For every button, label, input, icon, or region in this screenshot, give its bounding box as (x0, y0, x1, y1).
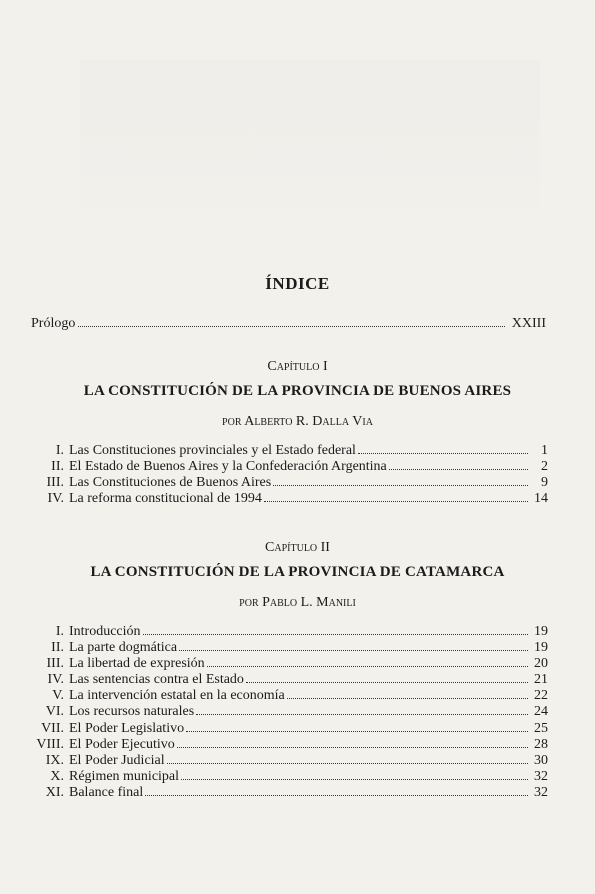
entry-number: II. (51, 459, 64, 475)
chapter-2-label: Capítulo II (265, 540, 330, 555)
prologue-page: XXIII (511, 316, 546, 331)
entry-title: El Poder Ejecutivo (69, 736, 175, 752)
dot-leader (143, 623, 528, 635)
entry-page: 25 (534, 720, 548, 736)
entry-page: 9 (541, 475, 548, 491)
entry-page: 20 (534, 656, 548, 672)
index-title: ÍNDICE (265, 274, 330, 293)
toc-entry[interactable] (28, 639, 548, 655)
entry-page: 1 (541, 443, 548, 458)
entry-number: III. (46, 656, 64, 672)
dot-leader (186, 720, 528, 732)
toc-entry[interactable] (28, 671, 548, 687)
entry-number: V. (52, 688, 64, 704)
toc-entry[interactable] (28, 768, 548, 784)
entry-page: 19 (534, 624, 548, 639)
entry-number: VIII. (36, 736, 64, 752)
entry-page: 2 (541, 459, 548, 475)
entry-number: II. (51, 640, 64, 656)
toc-entry[interactable] (28, 752, 548, 768)
chapter-2-title: LA CONSTITUCIÓN DE LA PROVINCIA DE CATAMARCA (90, 564, 505, 580)
entry-title: Régimen municipal (69, 768, 180, 784)
toc-entry[interactable] (28, 490, 548, 506)
dot-leader (287, 687, 528, 699)
dot-leader (177, 736, 528, 748)
dot-leader (179, 639, 528, 651)
entry-page: 24 (534, 704, 548, 720)
chapter-1-label: Capítulo I (267, 359, 328, 374)
entry-number: I. (55, 443, 64, 458)
show-through-shading (80, 60, 540, 210)
toc-entry[interactable] (28, 442, 548, 458)
entry-page: 28 (534, 736, 548, 752)
entry-number: X. (50, 768, 64, 784)
entry-title: La parte dogmática (69, 640, 178, 656)
entry-page: 21 (534, 672, 548, 688)
entry-title: Introducción (69, 624, 141, 639)
toc-entry[interactable] (28, 474, 548, 490)
dot-leader (207, 655, 528, 667)
toc-entry[interactable] (28, 687, 548, 703)
toc-entry[interactable] (28, 703, 548, 719)
dot-leader (358, 442, 528, 454)
entry-page: 32 (534, 768, 548, 784)
toc-entry[interactable] (28, 623, 548, 639)
entry-title: La intervención estatal en la economía (69, 688, 285, 704)
prologue-entry[interactable] (31, 315, 546, 332)
entry-page: 22 (534, 688, 548, 704)
dot-leader (167, 752, 528, 764)
toc-entry[interactable] (28, 655, 548, 671)
entry-page: 19 (534, 640, 548, 656)
entry-number: VII. (41, 720, 64, 736)
chapter-1-toc (28, 442, 548, 506)
entry-number: IV. (47, 491, 64, 507)
entry-number: IX. (45, 752, 64, 768)
dot-leader (181, 768, 528, 780)
dot-leader (196, 703, 528, 715)
dot-leader (145, 784, 528, 796)
prologue-label: Prólogo (31, 316, 76, 331)
entry-title: La reforma constitucional de 1994 (69, 491, 262, 507)
chapter-1-title: LA CONSTITUCIÓN DE LA PROVINCIA DE BUENOS AIRES (83, 383, 512, 399)
entry-title: La libertad de expresión (69, 656, 205, 672)
entry-title: El Poder Judicial (69, 752, 165, 768)
chapter-2-toc (28, 623, 548, 800)
entry-number: XI. (45, 784, 64, 800)
entry-title: Balance final (69, 784, 144, 800)
toc-entry[interactable] (28, 458, 548, 474)
entry-title: El Estado de Buenos Aires y la Confederación Argentina (69, 459, 387, 475)
toc-entry[interactable] (28, 720, 548, 736)
entry-title: Los recursos naturales (69, 704, 195, 720)
dot-leader (273, 474, 528, 486)
entry-title: Las sentencias contra el Estado (69, 672, 244, 688)
dot-leader (264, 490, 528, 502)
chapter-2-author: por Pablo L. Manili (239, 595, 356, 610)
entry-title: El Poder Legislativo (69, 720, 185, 736)
toc-entry[interactable] (28, 784, 548, 800)
dot-leader (246, 671, 528, 683)
dot-leader (78, 315, 504, 327)
entry-title: Las Constituciones de Buenos Aires (69, 475, 272, 491)
toc-entry[interactable] (28, 736, 548, 752)
entry-page: 32 (534, 784, 548, 800)
chapter-1-author: por Alberto R. Dalla Via (222, 414, 373, 429)
entry-page: 30 (534, 752, 548, 768)
dot-leader (389, 458, 528, 470)
entry-number: VI. (45, 704, 64, 720)
entry-page: 14 (534, 491, 548, 507)
entry-number: I. (55, 624, 64, 639)
entry-number: IV. (47, 672, 64, 688)
entry-number: III. (46, 475, 64, 491)
entry-title: Las Constituciones provinciales y el Estado federal (69, 443, 356, 458)
